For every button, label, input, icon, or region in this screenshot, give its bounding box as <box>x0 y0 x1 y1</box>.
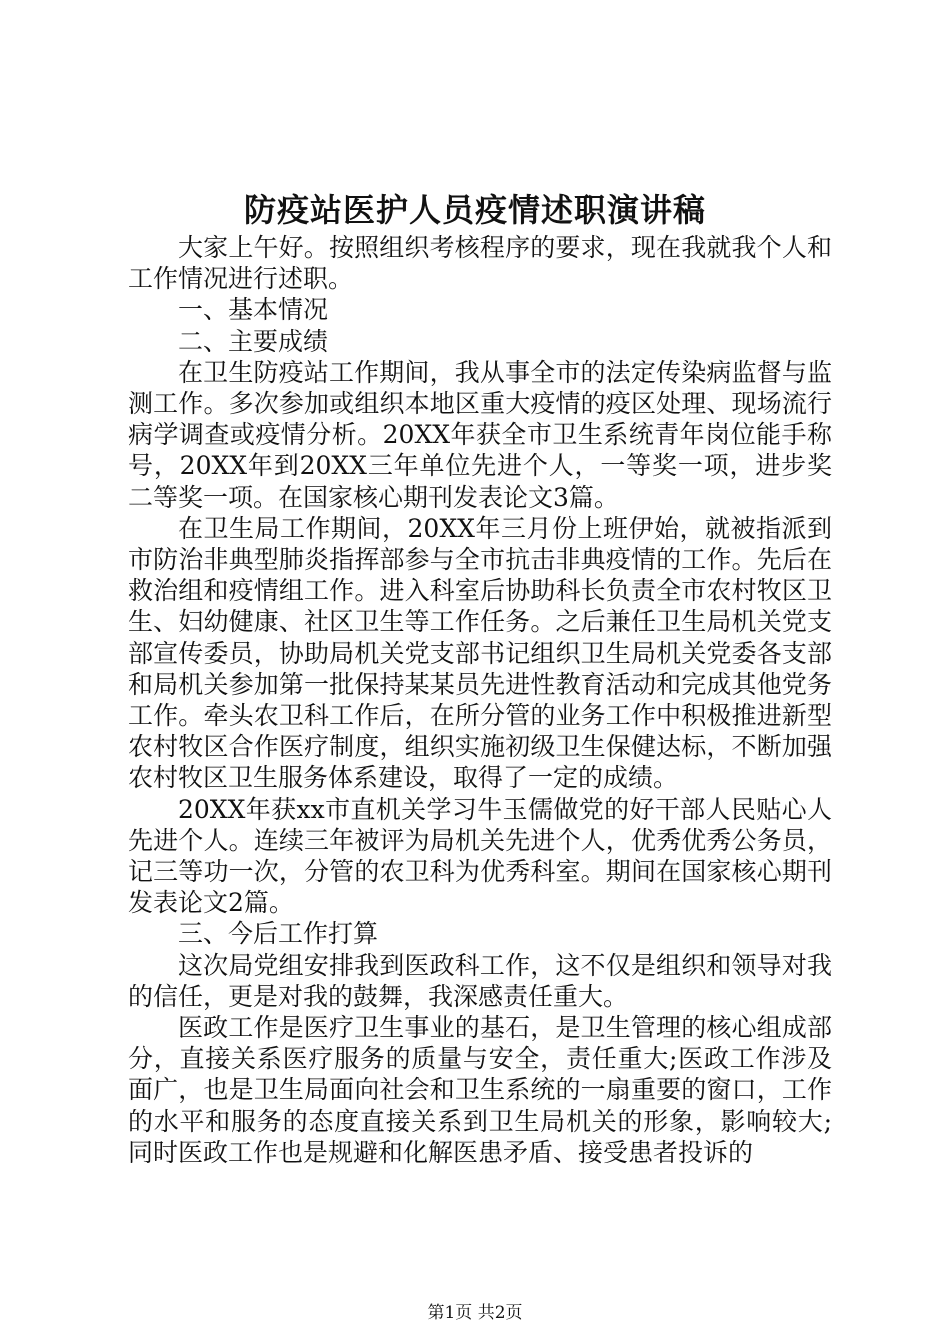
intro-paragraph: 大家上午好。按照组织考核程序的要求，现在我就我个人和工作情况进行述职。 <box>128 233 832 294</box>
section-heading-achievements: 二、主要成绩 <box>178 326 329 356</box>
document-body <box>128 232 832 1168</box>
section-heading-basic: 一、基本情况 <box>178 295 329 325</box>
document-title: 防疫站医护人员疫情述职演讲稿 <box>243 191 706 229</box>
paragraph-awards: 20XX年获xx市直机关学习牛玉儒做党的好干部人民贴心人先进个人。连续三年被评为局机关先进个人，优秀优秀公务员，记三等功一次，分管的农卫科为优秀科室。期间在国家核心期刊发表论文2篇。 <box>128 794 832 918</box>
page-footer: 第1页 共2页 <box>427 1303 523 1323</box>
section-heading-plans: 三、今后工作打算 <box>178 919 379 949</box>
paragraph-new-assignment: 这次局党组安排我到医政科工作，这不仅是组织和领导对我的信任，更是对我的鼓舞，我深感责任重大。 <box>128 950 832 1011</box>
paragraph-medical-administration: 医政工作是医疗卫生事业的基石，是卫生管理的核心组成部分，直接关系医疗服务的质量与安全，责任重大;医政工作涉及面广，也是卫生局面向社会和卫生系统的一扇重要的窗口，工作的水平和服务的态度直接关系到卫生局机关的形象，影响较大;同时医政工作也是规避和化解医患矛盾、接受患者投诉的 <box>128 1013 832 1167</box>
paragraph-health-bureau: 在卫生局工作期间，20XX年三月份上班伊始，就被指派到市防治非典型肺炎指挥部参与全市抗击非典疫情的工作。先后在救治组和疫情组工作。进入科室后协助科长负责全市农村牧区卫生、妇幼健康、社区卫生等工作任务。之后兼任卫生局机关党支部宣传委员，协助局机关党支部书记组织卫生局机关党委各支部和局机关参加第一批保持某某员先进性教育活动和完成其他党务工作。牵头农卫科工作后，在所分管的业务工作中积极推进新型农村牧区合作医疗制度，组织实施初级卫生保健达标，不断加强农村牧区卫生服务体系建设，取得了一定的成绩。 <box>128 513 832 793</box>
paragraph-epidemic-station: 在卫生防疫站工作期间，我从事全市的法定传染病监督与监测工作。多次参加或组织本地区重大疫情的疫区处理、现场流行病学调查或疫情分析。20XX年获全市卫生系统青年岗位能手称号，20XX年到20XX三年单位先进个人，一等奖一项，进步奖二等奖一项。在国家核心期刊发表论文3篇。 <box>128 357 832 512</box>
